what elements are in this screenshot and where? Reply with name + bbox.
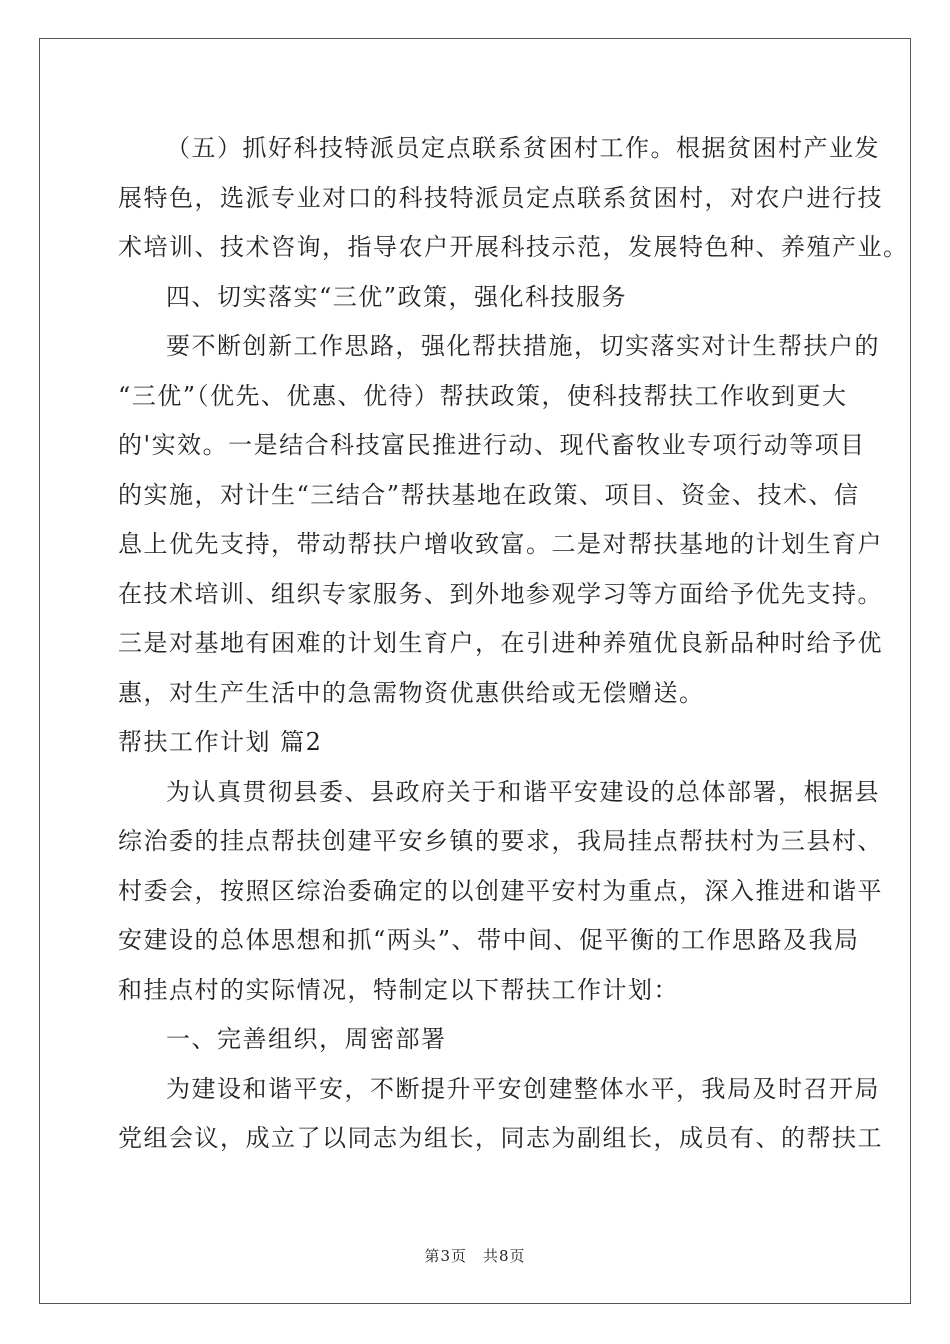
section-heading: 四、切实落实“三优”政策，强化科技服务 [166,282,628,311]
paragraph-line: 综治委的挂点帮扶创建平安乡镇的要求，我局挂点帮扶村为三县村、 [118,827,883,855]
paragraph-line: “三优”（优先、优惠、优待）帮扶政策，使科技帮扶工作收到更大 [118,381,848,410]
article-title: 帮扶工作计划 篇2 [118,728,323,756]
paragraph-line: 为建设和谐平安，不断提升平安创建整体水平，我局及时召开局 [166,1074,880,1103]
paragraph-line: 在技术培训、组织专家服务、到外地参观学习等方面给予优先支持。 [118,579,883,608]
document-body [118,124,909,1164]
paragraph-line: 术培训、技术咨询，指导农户开展科技示范，发展特色种、养殖产业。 [118,233,909,261]
paragraph-line: 和挂点村的实际情况，特制定以下帮扶工作计划： [118,975,679,1004]
paragraph-line: 惠，对生产生活中的急需物资优惠供给或无偿赠送。 [118,678,705,707]
page-number-footer: 第3页 共8页 [424,1247,526,1265]
paragraph-line: 村委会，按照区综治委确定的以创建平安村为重点，深入推进和谐平 [118,876,883,905]
paragraph-line: 三是对基地有困难的计划生育户，在引进种养殖优良新品种时给予优 [118,629,883,657]
paragraph-line: （五）抓好科技特派员定点联系贫困村工作。根据贫困村产业发 [166,134,880,162]
section-heading: 一、完善组织，周密部署 [166,1025,447,1053]
paragraph-line: 安建设的总体思想和抓“两头”、带中间、促平衡的工作思路及我局 [118,926,860,954]
paragraph-line: 要不断创新工作思路，强化帮扶措施，切实落实对计生帮扶户的 [166,332,880,360]
paragraph-line: 的'实效。一是结合科技富民推进行动、现代畜牧业专项行动等项目 [118,431,866,459]
paragraph-line: 为认真贯彻县委、县政府关于和谐平安建设的总体部署，根据县 [166,777,880,806]
paragraph-line: 党组会议，成立了以同志为组长，同志为副组长，成员有、的帮扶工 [118,1124,883,1152]
paragraph-line: 展特色，选派专业对口的科技特派员定点联系贫困村，对农户进行技 [118,183,883,212]
paragraph-line: 息上优先支持，带动帮扶户增收致富。二是对帮扶基地的计划生育户 [118,530,883,558]
paragraph-line: 的实施，对计生“三结合”帮扶基地在政策、项目、资金、技术、信 [118,480,860,509]
